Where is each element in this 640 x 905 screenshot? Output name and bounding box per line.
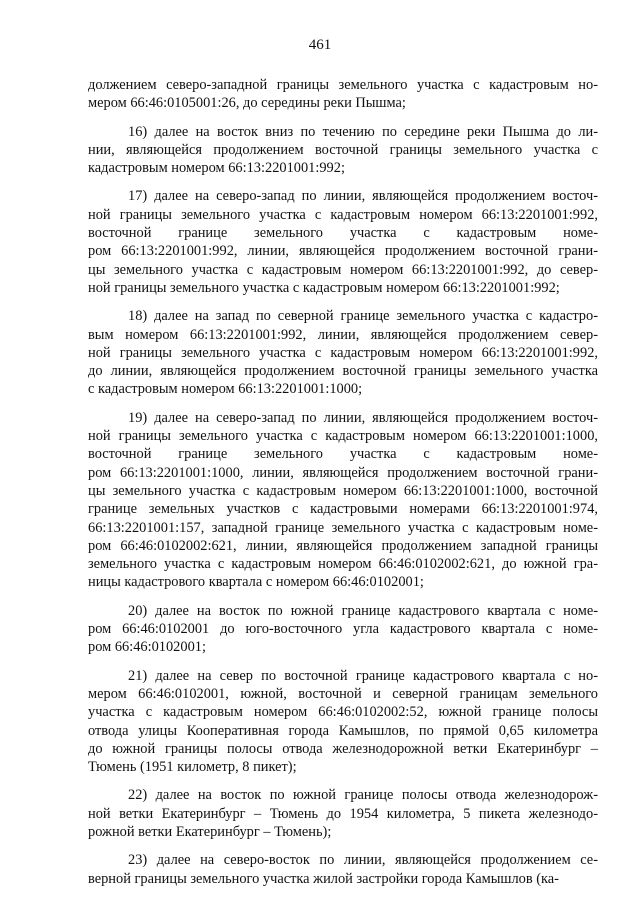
text-line: 18) далее на запад по северной границе земельного участка с кадастро- bbox=[128, 308, 598, 325]
text-line: ром 66:46:0102001; bbox=[88, 639, 206, 656]
text-line: нии, являющейся продолжением восточной границы земельного участка с bbox=[88, 141, 598, 158]
text-line: кадастровым номером 66:13:2201001:992; bbox=[88, 160, 345, 177]
text-line: 17) далее на северо-запад по линии, являющейся продолжением восточ- bbox=[128, 188, 598, 205]
text-line: с кадастровым номером 66:13:2201001:1000; bbox=[88, 381, 363, 398]
text-line: мером 66:46:0105001:26, до середины реки Пышма; bbox=[88, 95, 406, 112]
text-line: ной границы земельного участка с кадастровым номером 66:13:2201001:992, bbox=[88, 206, 598, 223]
text-line: участка с кадастровым номером 66:46:0102002:52, южной границе полосы bbox=[88, 704, 598, 721]
paragraph bbox=[88, 409, 598, 592]
text-line: ром 66:13:2201001:992, линии, являющейся продолжением восточной грани- bbox=[88, 243, 598, 260]
text-line: цы земельного участка с кадастровым номером 66:13:2201001:992, до север- bbox=[88, 261, 598, 278]
text-line: мером 66:46:0102001, южной, восточной и северной границам земельного bbox=[88, 685, 598, 702]
text-line: до южной границы полосы отвода железнодорожной ветки Екатеринбург – bbox=[88, 740, 598, 757]
text-line: ром 66:13:2201001:1000, линии, являющейся продолжением восточной грани- bbox=[88, 464, 598, 481]
paragraph bbox=[88, 667, 598, 777]
text-line: 20) далее на восток по южной границе кадастрового квартала с номе- bbox=[128, 602, 598, 619]
paragraph bbox=[88, 786, 598, 841]
text-line: ной ветки Екатеринбург – Тюмень до 1954 километра, 5 пикета железнодо- bbox=[88, 805, 598, 822]
text-line: ром 66:46:0102001 до юго-восточного угла кадастрового квартала с номе- bbox=[88, 621, 598, 638]
text-line: вым номером 66:13:2201001:992, линии, являющейся продолжением север- bbox=[88, 326, 598, 343]
text-line: восточной границе земельного участка с кадастровым номе- bbox=[88, 225, 598, 242]
text-line: Тюмень (1951 километр, 8 пикет); bbox=[88, 759, 297, 776]
text-line: 21) далее на север по восточной границе кадастрового квартала с но- bbox=[128, 667, 598, 684]
text-line: ной границы земельного участка с кадастровым номером 66:13:2201001:992, bbox=[88, 344, 598, 361]
text-line: ной границы земельного участка с кадастровым номером 66:13:2201001:992; bbox=[88, 279, 560, 296]
text-line: верной границы земельного участка жилой застройки города Камышлов (ка- bbox=[88, 870, 559, 887]
text-line: 23) далее на северо-восток по линии, являющейся продолжением се- bbox=[128, 852, 598, 869]
text-line: 19) далее на северо-запад по линии, являющейся продолжением восточ- bbox=[128, 409, 598, 426]
paragraph bbox=[88, 851, 598, 888]
paragraph bbox=[88, 76, 598, 113]
text-line: до линии, являющейся продолжением восточной границы земельного участка bbox=[88, 363, 598, 380]
paragraph bbox=[88, 307, 598, 398]
text-line: ницы кадастрового квартала с номером 66:46:0102001; bbox=[88, 574, 424, 591]
document-text bbox=[88, 76, 598, 898]
text-line: границе земельных участков с кадастровыми номерами 66:13:2201001:974, bbox=[88, 501, 598, 518]
text-line: 66:13:2201001:157, западной границе земельного участка с кадастровым номе- bbox=[88, 519, 598, 536]
text-line: 16) далее на восток вниз по течению по середине реки Пышма до ли- bbox=[128, 123, 598, 140]
text-line: ной границы земельного участка с кадастровым номером 66:13:2201001:1000, bbox=[88, 428, 598, 445]
text-line: земельного участка с кадастровым номером 66:46:0102002:621, до южной гра- bbox=[88, 556, 598, 573]
text-line: 22) далее на восток по южной границе полосы отвода железнодорож- bbox=[128, 787, 598, 804]
text-line: должением северо-западной границы земельного участка с кадастровым но- bbox=[88, 77, 598, 93]
text-line: отвода улицы Кооперативная города Камышлов, по прямой 0,65 километра bbox=[88, 722, 598, 739]
text-line: рожной ветки Екатеринбург – Тюмень); bbox=[88, 823, 332, 840]
page-number: 461 bbox=[308, 37, 332, 53]
text-line: цы земельного участка с кадастровым номером 66:13:2201001:1000, восточной bbox=[88, 482, 598, 499]
paragraph bbox=[88, 123, 598, 178]
paragraph bbox=[88, 187, 598, 297]
paragraph bbox=[88, 602, 598, 657]
text-line: ром 66:46:0102002:621, линии, являющейся продолжением западной границы bbox=[88, 537, 598, 554]
text-line: восточной границе земельного участка с кадастровым номе- bbox=[88, 446, 598, 463]
